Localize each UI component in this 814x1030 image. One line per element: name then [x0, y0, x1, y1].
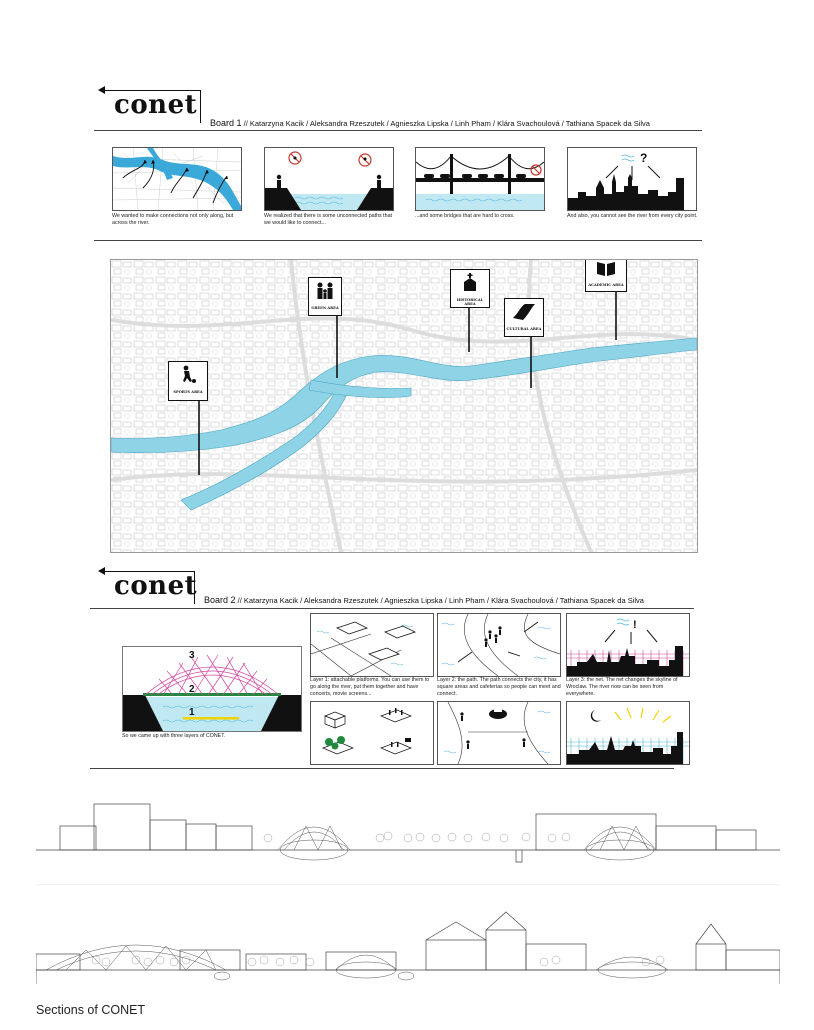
board1-panel-bridges	[415, 147, 545, 211]
skyline-illustration	[568, 148, 696, 210]
section-2	[36, 910, 780, 990]
board2-rule	[90, 608, 694, 609]
board2-authors: // Katarzyna Kacik / Aleksandra Rzeszutek / Agnieszka Lipska / Linh Pham / Klára Svachoulová / Tathiana Spacek da Silva	[235, 596, 644, 605]
city-map-illustration	[111, 260, 697, 552]
layer3-panel-bottom	[566, 701, 690, 765]
football-player-icon	[177, 365, 199, 385]
layer3-caption: Layer 3: the net. The net changes the skyline of Wroclaw. The river now can be seen from everywhere.	[566, 677, 678, 697]
board1-authors: // Katarzyna Kacik / Aleksandra Rzeszutek / Agnieszka Lipska / Linh Pham / Klára Svachoulová / Tathiana Spacek da Silva	[241, 119, 650, 128]
board1-caption-3: ...and some bridges that are hard to cross.	[415, 213, 515, 219]
bridge-illustration	[416, 148, 544, 210]
board2-bottom-rule	[90, 768, 674, 769]
board1-title	[210, 118, 650, 128]
sign-academic-area-label: ACADEMIC AREA	[588, 283, 624, 287]
layer1-caption: Layer 1: attachable platforms. You can use them to go along the river, put them together and have concerts, movie screens...	[310, 677, 430, 697]
svg-text:?: ?	[640, 151, 648, 165]
svg-text:!: !	[633, 619, 637, 631]
sign-sports-area	[168, 361, 208, 401]
board1-caption-4: And also, you cannot see the river from every city point.	[567, 213, 698, 219]
board2-label: Board 2	[204, 595, 236, 605]
board1-panel-unconnected	[264, 147, 394, 211]
sign-sports-area-label: SPORTS AREA	[173, 390, 203, 394]
layer1-panel-top	[310, 613, 434, 677]
sign-green-area-label: GREEN AREA	[311, 306, 339, 310]
layer2-panel-top	[437, 613, 561, 677]
city-map	[110, 259, 698, 553]
layers-caption: So we came up with three layers of CONET.	[122, 733, 226, 739]
sign-academic-area	[585, 259, 627, 292]
sign-cultural-area-label: CULTURAL AREA	[506, 327, 542, 331]
board1-bottom-rule	[94, 240, 702, 241]
layer2-caption: Layer 2: the path. The path connects the city, it has square areas and cafeterias so people can meet and connect.	[437, 677, 561, 697]
conet-logo-2: conet	[114, 571, 198, 601]
sign-historical-area	[450, 269, 490, 308]
section-2-drawing	[36, 910, 780, 990]
layer-number-2: 2	[189, 684, 195, 695]
layer2-panel-bottom	[437, 701, 561, 765]
section-1-drawing	[36, 800, 780, 870]
church-icon	[459, 273, 481, 293]
net-skyline-illustration	[567, 614, 689, 676]
book-icon	[595, 259, 617, 278]
sign-historical-area-label: HISTORICAL AREA	[456, 298, 484, 306]
family-icon	[314, 281, 336, 301]
logo-arrow-icon-2	[98, 567, 105, 575]
logo-arrow-icon	[98, 86, 105, 94]
board1-label: Board 1	[210, 118, 242, 128]
board1-panel-skyline	[567, 147, 697, 211]
platform-uses-illustration	[311, 702, 433, 764]
section-1	[36, 800, 780, 870]
banner-icon	[511, 302, 537, 322]
board1-caption-1: We wanted to make connections not only along, but across the river.	[112, 213, 234, 226]
layer3-panel-top	[566, 613, 690, 677]
sign-green-area	[308, 277, 342, 316]
conet-logo: conet	[114, 90, 198, 120]
board2-title	[204, 595, 644, 605]
night-skyline-illustration	[567, 702, 689, 764]
section-divider	[36, 884, 780, 885]
layer1-panel-bottom	[310, 701, 434, 765]
three-layers-illustration	[123, 647, 301, 731]
platforms-illustration	[311, 614, 433, 676]
sections-title: Sections of CONET	[36, 1003, 146, 1017]
unconnected-paths-illustration	[265, 148, 393, 210]
path-illustration	[438, 614, 560, 676]
layer-number-3: 3	[189, 650, 195, 661]
layer-number-1: 1	[189, 707, 195, 718]
board1-rule	[94, 130, 702, 131]
river-map-illustration	[113, 148, 241, 210]
sign-cultural-area	[504, 298, 544, 337]
board1-caption-2: We realized that there is some unconnected paths that we would like to connect...	[264, 213, 392, 226]
square-cafeteria-illustration	[438, 702, 560, 764]
layers-diagram	[122, 646, 302, 732]
board1-panel-river-map	[112, 147, 242, 211]
